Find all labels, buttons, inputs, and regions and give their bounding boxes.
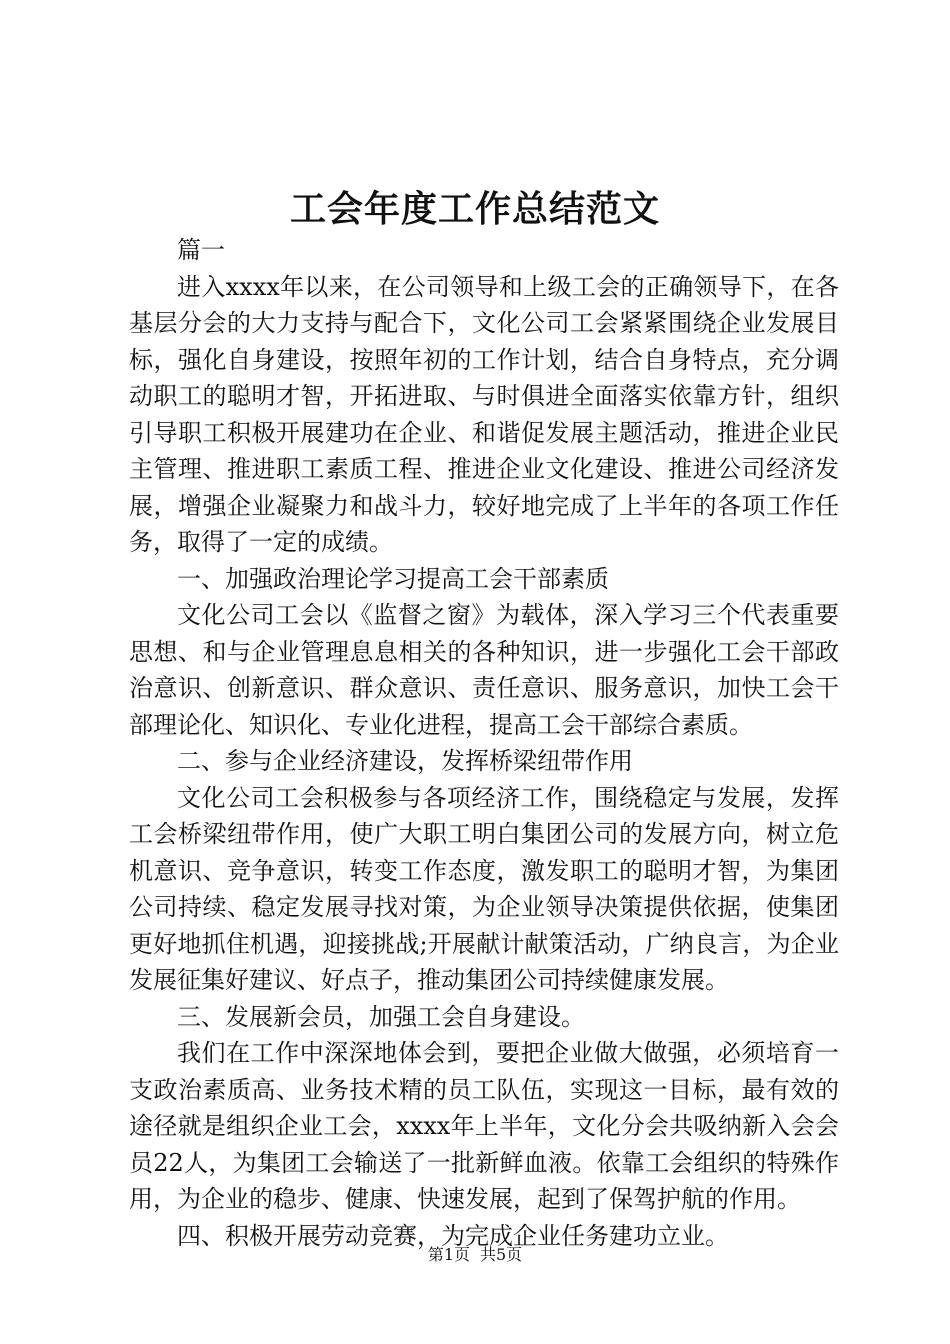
- document-title: 工会年度工作总结范文: [289, 188, 660, 230]
- section-paragraph-1: 文化公司工会以《监督之窗》为载体，深入学习三个代表重要思想、和与企业管理息息相关的各种知识，进一步强化工会干部政治意识、创新意识、群众意识、责任意识、服务意识，加快工会干部理论化、知识化、专业化进程，提高工会干部综合素质。: [129, 601, 839, 739]
- section-paragraph-3: 我们在工作中深深地体会到，要把企业做大做强，必须培育一支政治素质高、业务技术精的员工队伍，实现这一目标，最有效的途径就是组织企业工会，xxxx年上半年，文化分会共吸纳新入会会员22人，为集团工会输送了一批新鲜血液。依靠工会组织的特殊作用，为企业的稳步、健康、快速发展，起到了保驾护航的作用。: [129, 1039, 839, 1213]
- section-paragraph-2: 文化公司工会积极参与各项经济工作，围绕稳定与发展，发挥工会桥梁纽带作用，使广大职工明白集团公司的发展方向，树立危机意识、竞争意识，转变工作态度，激发职工的聪明才智，为集团公司持续、稳定发展寻找对策，为企业领导决策提供依据，使集团更好地抓住机遇，迎接挑战;开展献计献策活动，广纳良言，为企业发展征集好建议、好点子，推动集团公司持续健康发展。: [129, 783, 839, 994]
- intro-paragraph: 进入xxxx年以来，在公司领导和上级工会的正确领导下，在各基层分会的大力支持与配合下，文化公司工会紧紧围绕企业发展目标，强化自身建设，按照年初的工作计划，结合自身特点，充分调动职工的聪明才智，开拓进取、与时俱进全面落实依靠方针，组织引导职工积极开展建功在企业、和谐促发展主题活动，推进企业民主管理、推进职工素质工程、推进企业文化建设、推进公司经济发展，增强企业凝聚力和战斗力，较好地完成了上半年的各项工作任务，取得了一定的成绩。: [129, 272, 839, 556]
- section-heading-2: 二、参与企业经济建设，发挥桥梁纽带作用: [177, 747, 633, 775]
- section-heading-4: 四、积极开展劳动竞赛，为完成企业任务建功立业。: [177, 1221, 729, 1250]
- section-heading-3: 三、发展新会员，加强工会自身建设。: [177, 1002, 585, 1031]
- page-total: 共5页: [480, 1245, 523, 1264]
- section-label: 篇一: [177, 236, 225, 264]
- page-number: 第1页: [427, 1245, 470, 1264]
- document-body: [129, 232, 839, 1254]
- section-heading-1: 一、加强政治理论学习提高工会干部素质: [177, 564, 609, 593]
- page-footer: [0, 1243, 950, 1267]
